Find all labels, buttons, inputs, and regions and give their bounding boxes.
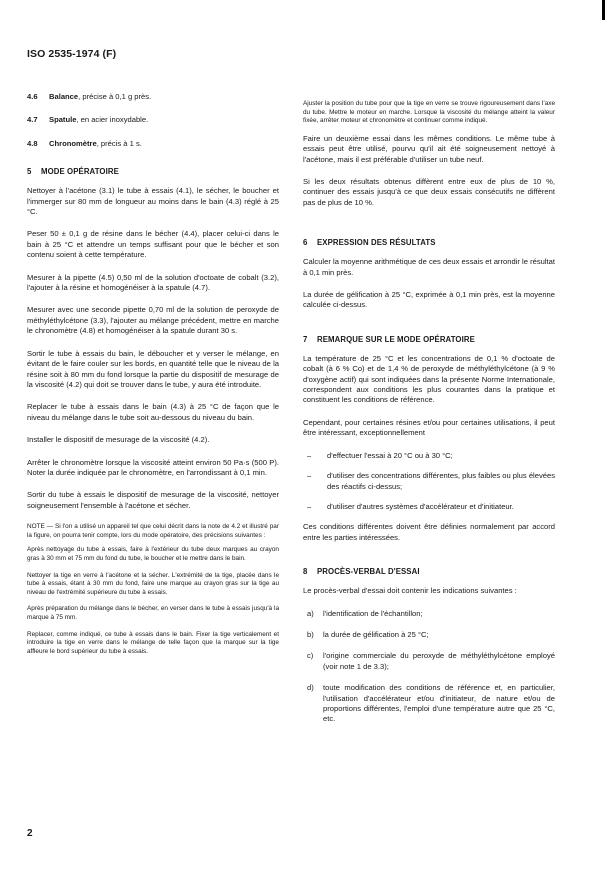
dash-item: – d'utiliser d'autres systèmes d'accélérateur et d'initiateur. bbox=[307, 501, 514, 511]
note-paragraph: Après préparation du mélange dans le bécher, en verser dans le tube à essais jusqu'à la marque à 75 mm. bbox=[27, 605, 279, 621]
paragraph: Faire un deuxième essai dans les mêmes conditions. Le même tube à essais peut être utilisé, pourvu qu'il ait été soigneusement nettoyé à l'acétone, mais il est préférable d'utiliser un tube neuf. bbox=[303, 133, 555, 164]
list-item: d) toute modification des conditions de référence et, en particulier, l'utilisation d'accélérateur et/ou d'initiateur, de nature et/ou de proportions différentes, l'emploi d'une température autre que 25 °C, etc. bbox=[307, 683, 555, 724]
section-heading-6: 6 EXPRESSION DES RÉSULTATS bbox=[303, 238, 436, 248]
section-heading-8: 8 PROCÈS-VERBAL D'ESSAI bbox=[303, 567, 420, 577]
paragraph: Replacer le tube à essais dans le bain (4.3) à 25 °C de façon que le niveau du mélange dans le tube soit au-dessous du niveau du bain. bbox=[27, 402, 279, 422]
note-paragraph: Nettoyer la tige en verre à l'acétone et la sécher. L'extrémité de la tige, placée dans le tube à essais, étant à 30 mm du fond, faire une marque au crayon gras sur la tige au niveau de l'extrémité supérieure du tube à essais. bbox=[27, 571, 279, 596]
paragraph: Sortir le tube à essais du bain, le déboucher et y verser le mélange, en évitant de le faire couler sur les bords, en quantité telle que le niveau de la résine soit à 80 mm du fond lorsque la partie du dispositif de mesurage de la viscosité (4.2) qui doit se trouver dans le tube, y aura été introduite. bbox=[27, 348, 279, 389]
left-column bbox=[27, 92, 279, 664]
dash-item: – d'utiliser des concentrations différentes, plus faibles ou plus élevées des réactifs ci-dessus; bbox=[307, 471, 555, 491]
paragraph: Peser 50 ± 0,1 g de résine dans le bécher (4.4), placer celui-ci dans le bain à 25 °C et attendre un temps suffisant pour que le bécher et son contenu soient à cette température. bbox=[27, 229, 279, 260]
item-4-8: 4.8 Chronomètre, précis à 1 s. bbox=[27, 138, 142, 148]
right-column bbox=[303, 100, 555, 736]
document-header: ISO 2535-1974 (F) bbox=[27, 48, 117, 60]
list-item: a) l'identification de l'échantillon; bbox=[307, 608, 423, 618]
list-item: b) la durée de gélification à 25 °C; bbox=[307, 629, 429, 639]
section-heading-5: 5 MODE OPÉRATOIRE bbox=[27, 167, 119, 177]
note-paragraph: Après nettoyage du tube à essais, faire à l'extérieur du tube deux marques au crayon gras à 30 mm et 75 mm du fond du tube, le boucher et le mettre dans le bain. bbox=[27, 546, 279, 562]
item-4-6: 4.6 Balance, précise à 0,1 g près. bbox=[27, 92, 152, 101]
item-4-7: 4.7 Spatule, en acier inoxydable. bbox=[27, 115, 149, 125]
paragraph: Installer le dispositif de mesurage de la viscosité (4.2). bbox=[27, 435, 210, 445]
page-number: 2 bbox=[27, 828, 33, 839]
paragraph: Si les deux résultats obtenus diffèrent entre eux de plus de 10 %, continuer des essais jusqu'à ce que deux essais consécutifs ne diffèrent pas de plus de 10 %. bbox=[303, 177, 555, 207]
paragraph: Arrêter le chronomètre lorsque la viscosité atteint environ 50 Pa·s (500 P). Noter la durée indiquée par le chronomètre, en l'arrondissant à 0,1 min. bbox=[27, 457, 279, 477]
paragraph: Cependant, pour certaines résines et/ou pour certaines utilisations, il peut être intéressant, exceptionnellement bbox=[303, 417, 555, 438]
note-continuation: Ajuster la position du tube pour que la tige en verre se trouve rigoureusement dans l'axe du tube. Mettre le moteur en marche. Lorsque la viscosité du mélange atteint la valeur fixée, arrêter moteur et chronomètre et continuer comme indiqué. bbox=[303, 100, 555, 125]
paragraph: Sortir du tube à essais le dispositif de mesurage de la viscosité, nettoyer soigneusement l'ensemble à l'acétone et sécher. bbox=[27, 490, 279, 510]
section-heading-7: 7 REMARQUE SUR LE MODE OPÉRATOIRE bbox=[303, 334, 475, 344]
list-item: c) l'origine commerciale du peroxyde de méthyléthylcétone employé (voir note 1 de 3.3); bbox=[307, 651, 555, 671]
paragraph: La température de 25 °C et les concentrations de 0,1 % d'octoate de cobalt (à 6 % Co) et de 1,4 % de peroxyde de méthyléthylcétone (à 9 % d'oxygène actif) qui sont indiquées dans la présente Norme Internationale, correspondent aux conditions les plus courantes dans la pratique et constituent les conditions de référence. bbox=[303, 353, 555, 405]
paragraph: Calculer la moyenne arithmétique de ces deux essais et arrondir le résultat à 0,1 min près. bbox=[303, 257, 555, 277]
paragraph: La durée de gélification à 25 °C, exprimée à 0,1 min près, est la moyenne calculée ci-dessus. bbox=[303, 290, 555, 310]
note-intro: NOTE — Si l'on a utilisé un appareil tel que celui décrit dans la note de 4.2 et illustré par la figure, on pourra tenir compte, lors du mode opératoire, des précisions suivantes : bbox=[27, 523, 279, 539]
dash-item: – d'effectuer l'essai à 20 °C ou à 30 °C; bbox=[307, 450, 453, 460]
paragraph: Le procès-verbal d'essai doit contenir les indications suivantes : bbox=[303, 586, 517, 596]
note-paragraph: Replacer, comme indiqué, ce tube à essais dans le bain. Fixer la tige verticalement et introduire la tige en verre dans le mélange de telle façon que la marque sur la tige affleure le bord supérieur du tube à essais. bbox=[27, 630, 279, 655]
paragraph: Mesurer avec une seconde pipette 0,70 ml de la solution de peroxyde de méthyléthylcétone (3.3), l'ajouter au mélange précédent, mettre en marche le chronomètre (4.8) et homogénéiser à la spatule durant 30 s. bbox=[27, 305, 279, 336]
paragraph: Ces conditions différentes doivent être définies normalement par accord entre les parties intéressées. bbox=[303, 522, 555, 542]
paragraph: Mesurer à la pipette (4.5) 0,50 ml de la solution d'octoate de cobalt (3.2), l'ajouter à la résine et homogénéiser à la spatule (4.7). bbox=[27, 272, 279, 293]
paragraph: Nettoyer à l'acétone (3.1) le tube à essais (4.1), le sécher, le boucher et l'immerger sur 80 mm de longueur au moins dans le bain (4.3) réglé à 25 °C. bbox=[27, 186, 279, 217]
